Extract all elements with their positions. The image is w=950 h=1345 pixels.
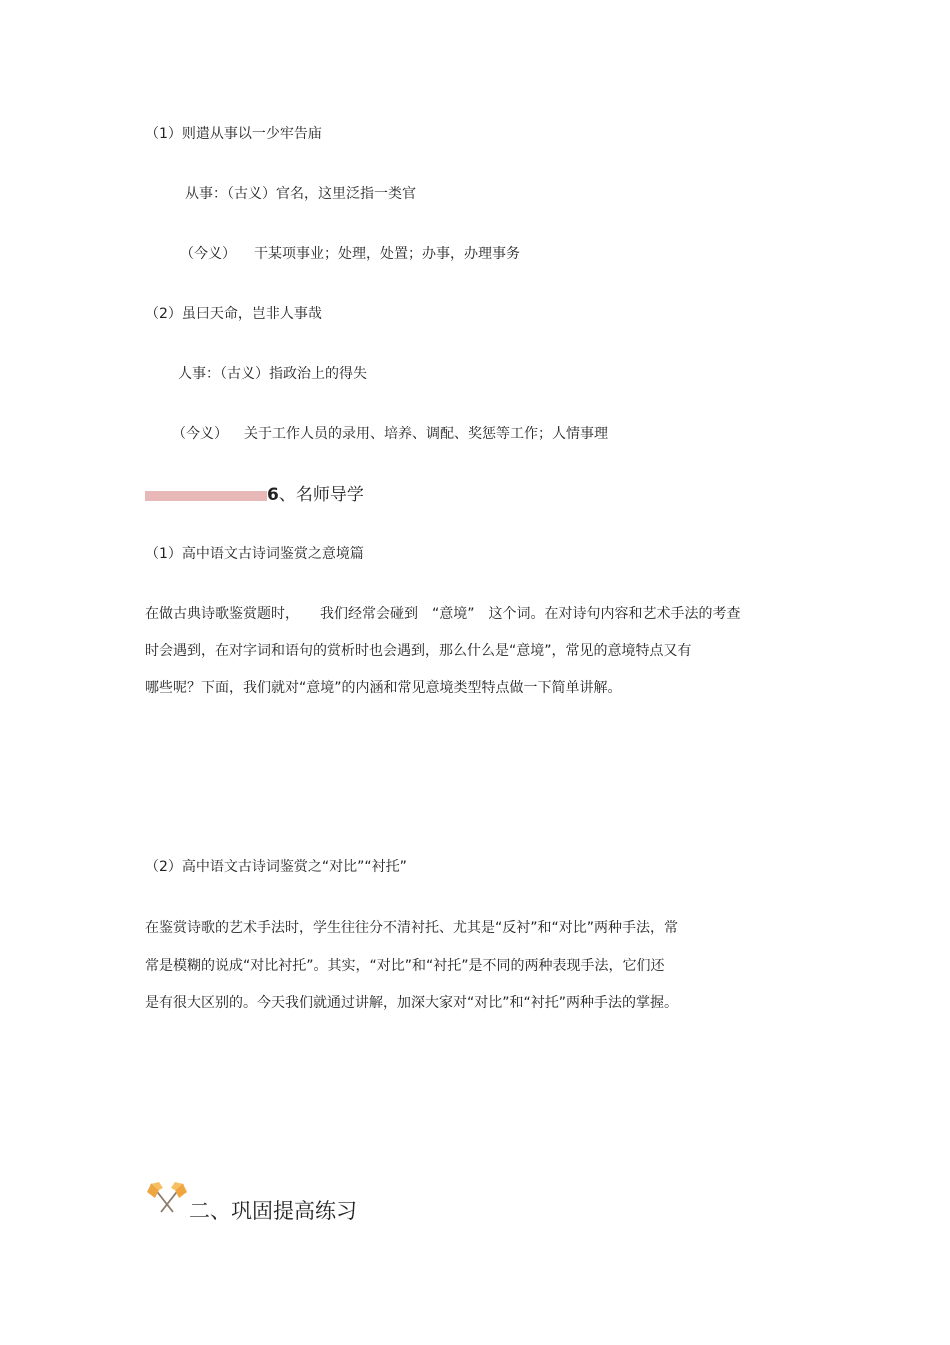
lesson1-title: （1）高中语文古诗词鉴赏之意境篇 (145, 546, 364, 562)
lesson1-paragraph-line: 哪些呢？下面，我们就对“意境”的内涵和常见意境类型特点做一下简单讲解。 (145, 680, 622, 696)
item1-ancient-meaning: 从事：（古义）官名，这里泛指一类官 (185, 186, 416, 202)
item1-sentence: （1）则遣从事以一少牢告庙 (145, 126, 322, 142)
item2-ancient-meaning: 人事：（古义）指政治上的得失 (178, 366, 367, 382)
item1-modern-meaning: 干某项事业；处理，处置；办事，办理事务 (254, 246, 520, 262)
section-title: 、名师导学 (278, 485, 364, 505)
item2-sentence: （2）虽曰天命，岂非人事哉 (145, 306, 322, 322)
item2-modern-label: （今义） (172, 426, 228, 442)
lesson2-paragraph-line: 是有很大区别的。今天我们就通过讲解，加深大家对“对比”和“衬托”两种手法的掌握。 (145, 995, 679, 1011)
part2-title: 二、巩固提高练习 (189, 1199, 357, 1223)
lesson2-paragraph-line: 常是模糊的说成“对比衬托”。其实，“对比”和“衬托”是不同的两种表现手法，它们还 (145, 958, 665, 974)
heading-accent-bar (145, 491, 267, 501)
item1-modern-label: （今义） (180, 246, 236, 262)
lesson2-title: （2）高中语文古诗词鉴赏之“对比”“衬托” (145, 859, 407, 875)
item2-modern-meaning: 关于工作人员的录用、培养、调配、奖惩等工作；人情事理 (244, 426, 608, 442)
crossed-flags-icon (145, 1178, 189, 1214)
lesson1-paragraph-line: 时会遇到，在对字词和语句的赏析时也会遇到，那么什么是“意境”，常见的意境特点又有 (145, 643, 692, 659)
lesson2-paragraph-line: 在鉴赏诗歌的艺术手法时，学生往往分不清衬托、尤其是“反衬”和“对比”两种手法，常 (145, 920, 679, 936)
section-heading-text (267, 483, 364, 507)
lesson1-paragraph-line: 在做古典诗歌鉴赏题时， 我们经常会碰到 “意境” 这个词。在对诗句内容和艺术手法的考查 (145, 606, 741, 622)
section-number: 6 (267, 485, 279, 505)
